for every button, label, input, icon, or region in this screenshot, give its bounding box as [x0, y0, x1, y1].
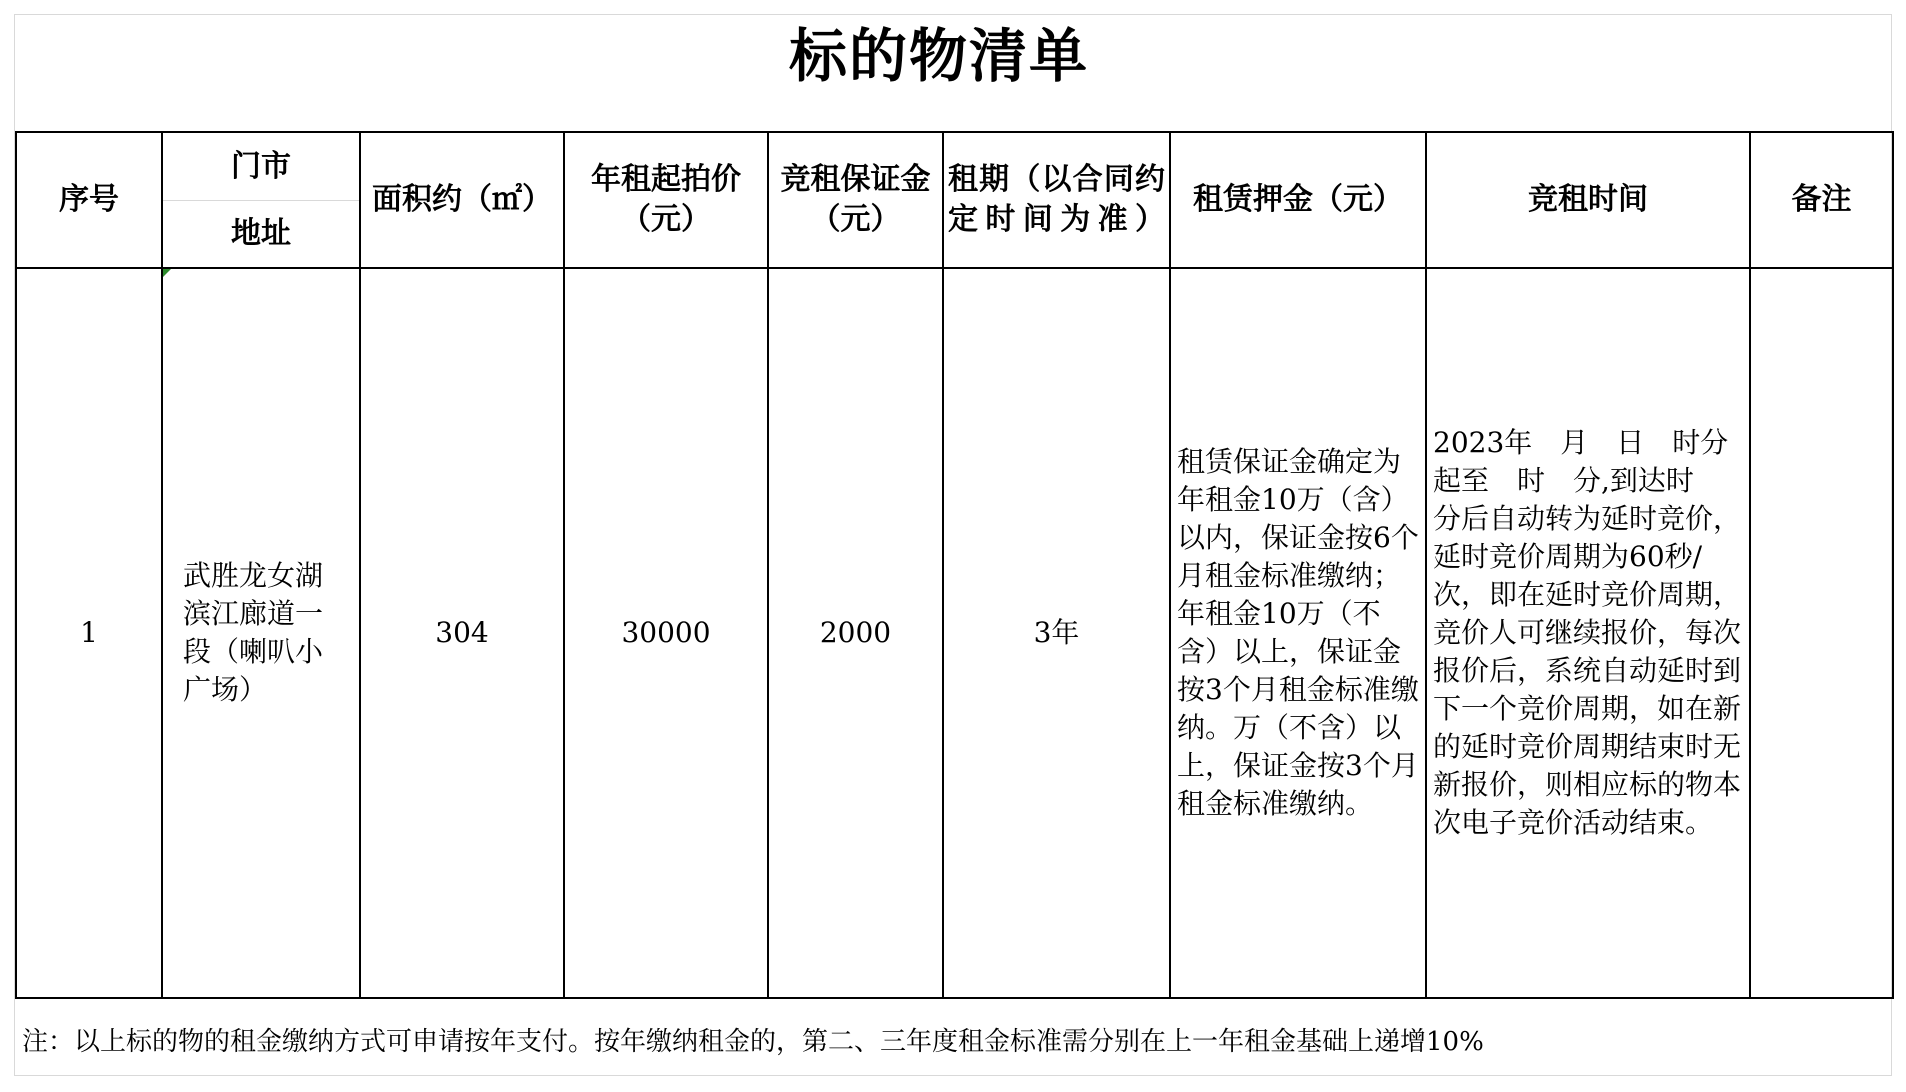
- header-rent: [564, 132, 768, 268]
- header-address-top: 门市: [163, 134, 359, 201]
- header-address-bottom: 地址: [231, 215, 291, 251]
- table-row: [16, 268, 1893, 998]
- header-rent-line1: 年租起拍价: [591, 162, 741, 197]
- header-address: [162, 132, 360, 268]
- cell-seq: 1: [16, 268, 162, 998]
- header-remark: 备注: [1750, 132, 1893, 268]
- header-row: [16, 132, 1893, 268]
- cell-bond: 2000: [768, 268, 943, 998]
- cell-comment-marker: [163, 269, 171, 277]
- header-area: 面积约（㎡）: [360, 132, 564, 268]
- item-table: [15, 131, 1894, 999]
- page-title: 标的物清单: [788, 22, 1089, 90]
- cell-area: 304: [360, 268, 564, 998]
- cell-deposit: 租赁保证金确定为年租金10万（含）以内，保证金按6个月租金标准缴纳；年租金10万（不含）以上，保证金按3个月租金标准缴纳。万（不含）以上，保证金按3个月租金标准缴纳。: [1170, 268, 1426, 998]
- header-bond-line2: （元）: [810, 202, 901, 237]
- cell-address: [162, 268, 360, 998]
- header-bond-line1: 竞租保证金: [780, 162, 931, 197]
- cell-bid-time: 2023年 月 日 时分起至 时 分,到达时 分后自动转为延时竞价，延时竞价周期为60秒/次，即在延时竞价周期，竞价人可继续报价，每次报价后，系统自动延时到下一个竞价周期，如在新的延时竞价周期结束时无新报价，则相应标的物本次电子竞价活动结束。: [1426, 268, 1750, 998]
- footnote: 注：以上标的物的租金缴纳方式可申请按年支付。按年缴纳租金的，第二、三年度租金标准需分别在上一年租金基础上递增10%: [22, 1027, 1484, 1057]
- cell-address-text: 武胜龙女湖滨江廊道一段（喇叭小广场）: [183, 559, 324, 706]
- header-seq: 序号: [16, 132, 162, 268]
- header-bid-time: 竞租时间: [1426, 132, 1750, 268]
- header-deposit: 租赁押金（元）: [1170, 132, 1426, 268]
- header-bond: [768, 132, 943, 268]
- cell-rent: 30000: [564, 268, 768, 998]
- header-rent-line2: （元）: [621, 202, 711, 237]
- header-term: 租期（以合同约定时间为准）: [943, 132, 1170, 268]
- cell-remark: [1750, 268, 1893, 998]
- cell-term: 3年: [943, 268, 1170, 998]
